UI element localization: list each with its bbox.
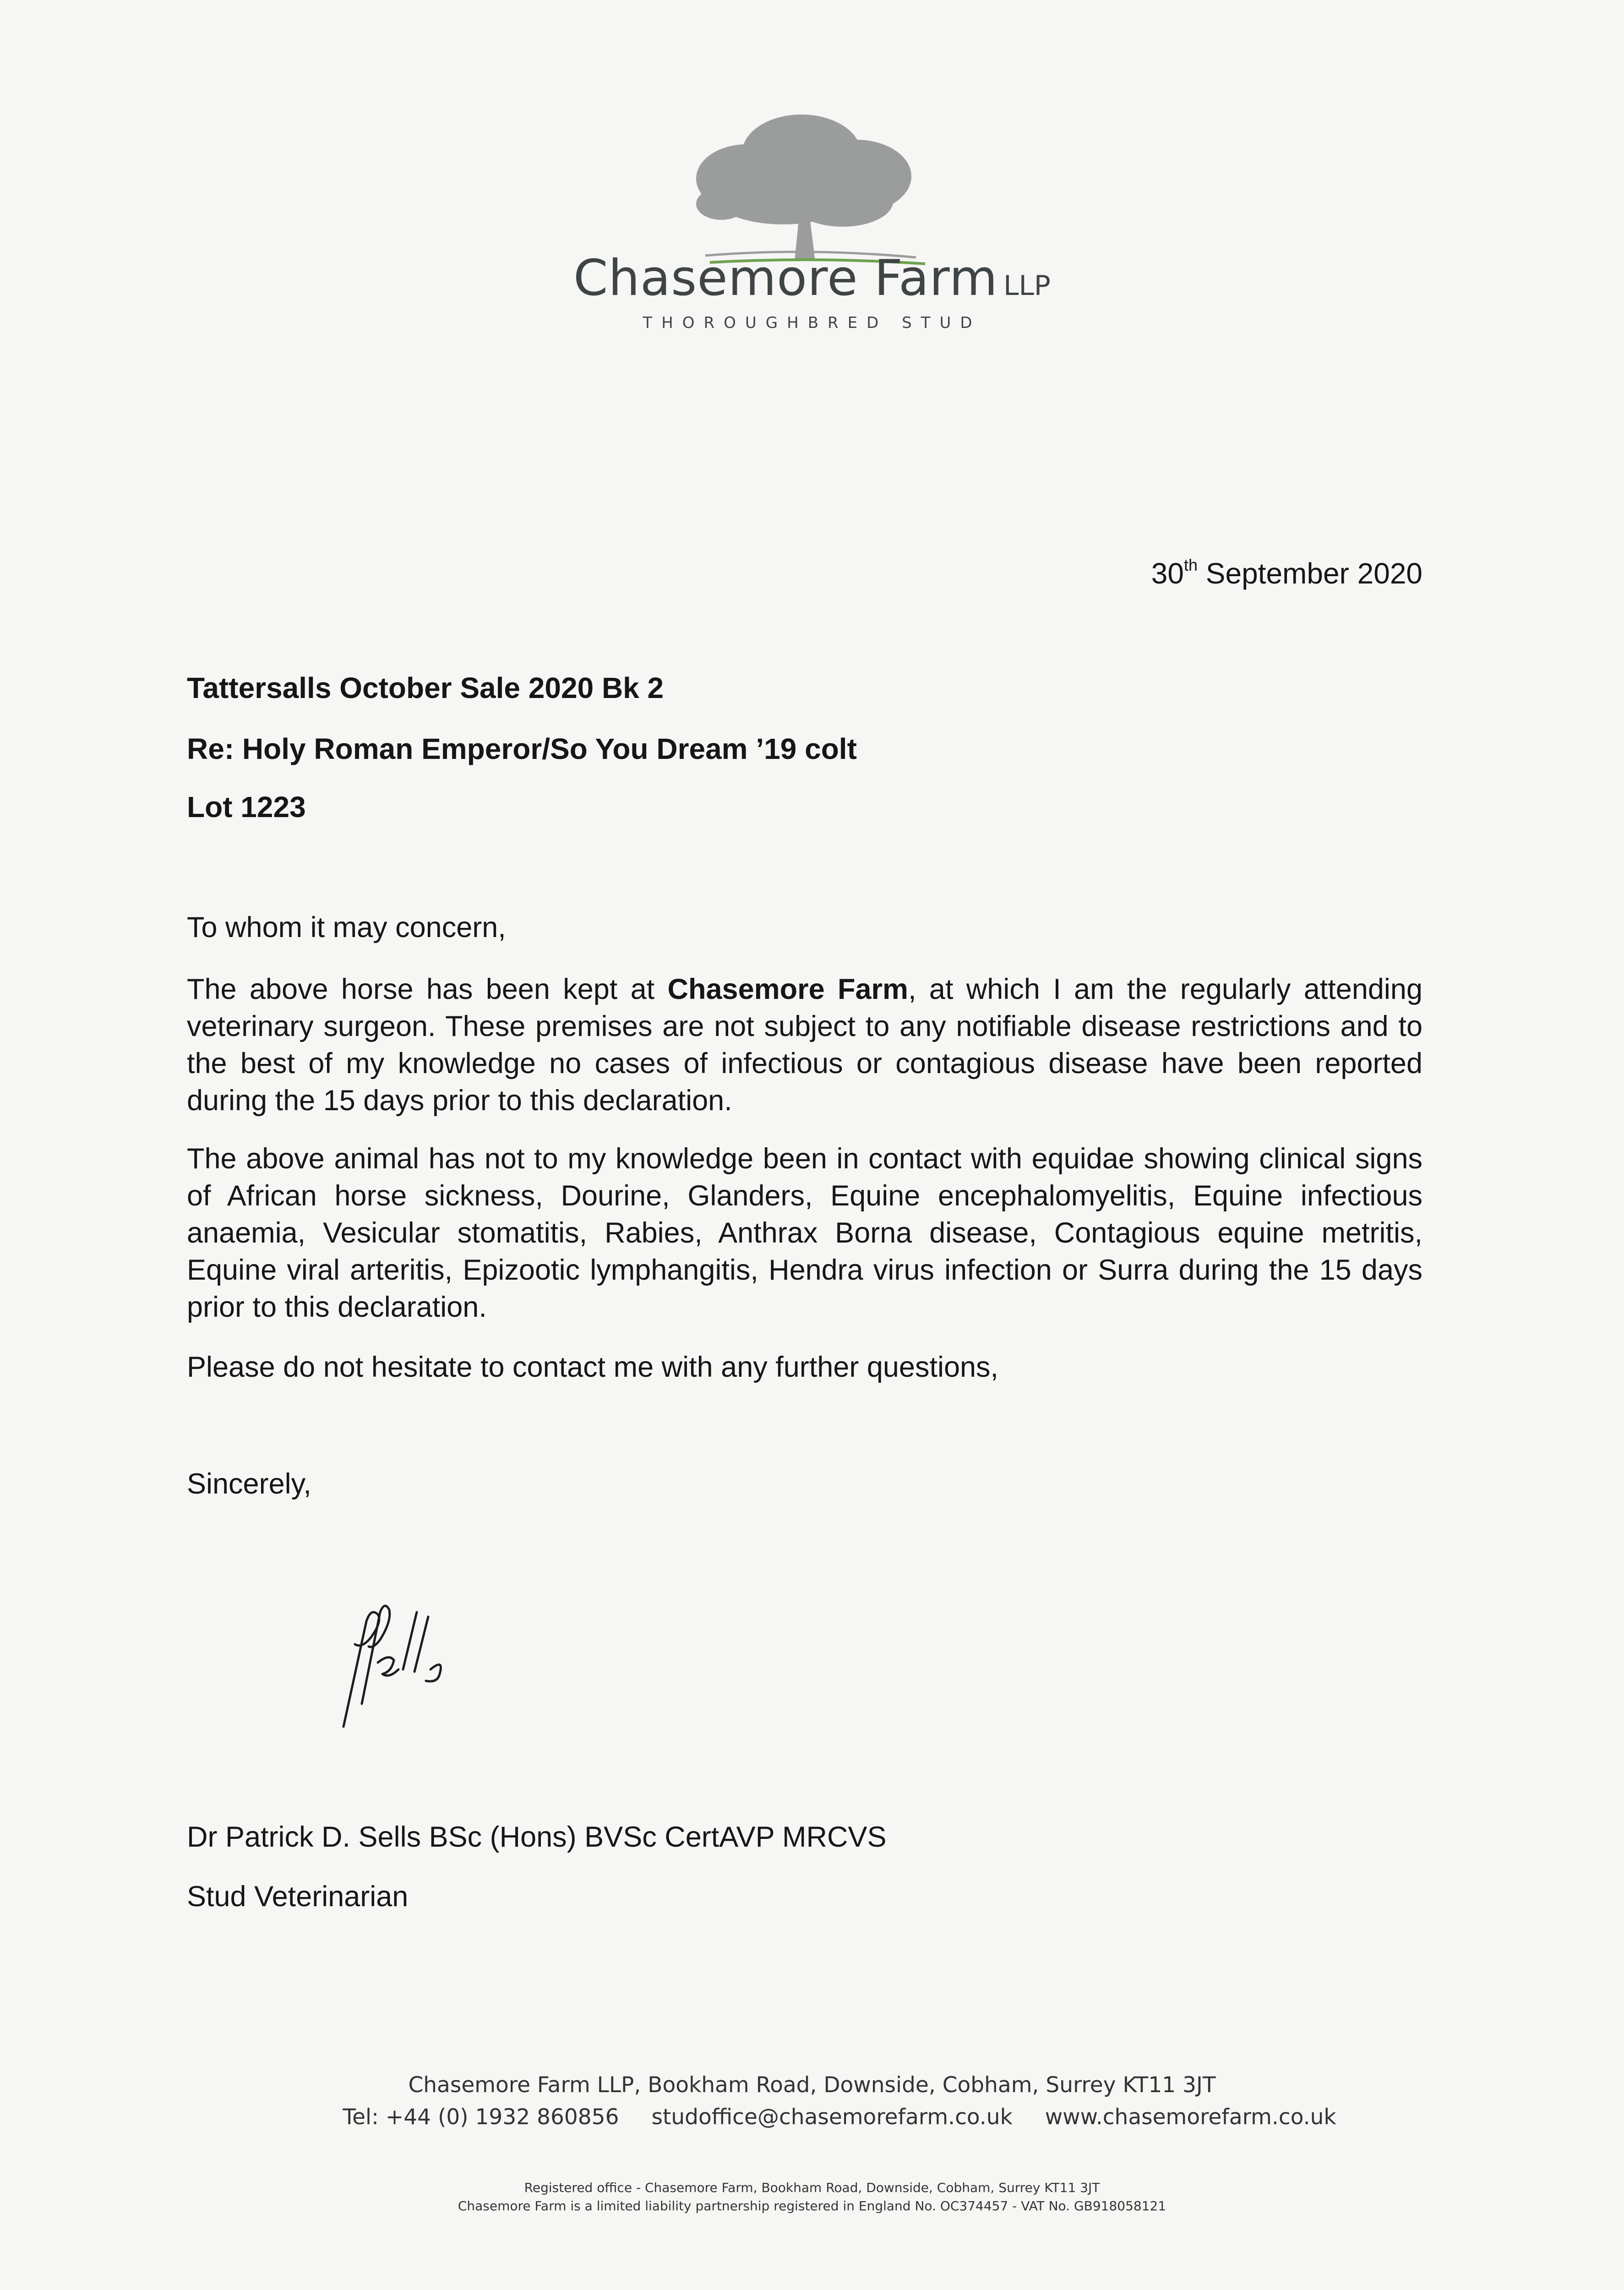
letter-date bbox=[1151, 556, 1422, 590]
greeting: To whom it may concern, bbox=[187, 911, 506, 943]
footer-tel: Tel: +44 (0) 1932 860856 bbox=[343, 2105, 619, 2130]
footer-contact bbox=[0, 2105, 1624, 2130]
footer-address: Chasemore Farm LLP, Bookham Road, Downside, Cobham, Surrey KT11 3JT bbox=[408, 2072, 1216, 2098]
paragraph-1 bbox=[187, 971, 1422, 1119]
signer-title: Stud Veterinarian bbox=[187, 1881, 409, 1913]
footer-website: www.chasemorefarm.co.uk bbox=[1045, 2105, 1336, 2130]
paragraph-2: The above animal has not to my knowledge been in contact with equidae showing clinical signs of African horse sickness, Dourine, Glanders, Equine encephalomyelitis, Equine infectious anaemia, Vesicular stomatitis, Rabies, Anthrax Borna disease, Contagious equine metritis, Equine viral arteritis, Epizootic lymphangitis, Hendra virus infection or Surra during the 15 days prior to this declaration. bbox=[187, 1143, 1422, 1323]
oak-tree-logo-icon bbox=[678, 110, 934, 266]
p1-before: The above horse has been kept at bbox=[187, 973, 668, 1005]
closing-line: Please do not hesitate to contact me with any further questions, bbox=[187, 1351, 999, 1383]
heading-sale: Tattersalls October Sale 2020 Bk 2 bbox=[187, 671, 664, 704]
sign-off: Sincerely, bbox=[187, 1468, 311, 1500]
signer-name: Dr Patrick D. Sells BSc (Hons) BVSc CertAVP MRCVS bbox=[187, 1821, 887, 1853]
date-rest: September 2020 bbox=[1198, 557, 1422, 590]
date-suffix: th bbox=[1183, 556, 1198, 574]
brand-name: Chasemore Farm bbox=[573, 250, 998, 307]
p1-after: , at which I am the regularly attending veterinary surgeon. These premises are not subject to any notifiable disease restrictions and to the best of my knowledge no cases of infectious or contagious disease have been reported during the 15 days prior to this declaration. bbox=[187, 973, 1422, 1117]
footer-registered-office: Registered office - Chasemore Farm, Bookham Road, Downside, Cobham, Surrey KT11 3JT bbox=[524, 2180, 1100, 2195]
handwritten-signature bbox=[334, 1594, 453, 1731]
date-day: 30 bbox=[1151, 557, 1184, 590]
brand-wordmark bbox=[0, 250, 1624, 307]
brand-suffix: LLP bbox=[1003, 270, 1051, 302]
footer-email: studoffice@chasemorefarm.co.uk bbox=[651, 2105, 1013, 2130]
brand-subtitle: THOROUGHBRED STUD bbox=[643, 314, 981, 332]
heading-re: Re: Holy Roman Emperor/So You Dream ’19 colt bbox=[187, 732, 857, 765]
p1-bold: Chasemore Farm bbox=[667, 973, 909, 1005]
heading-lot: Lot 1223 bbox=[187, 791, 306, 823]
footer-registration: Chasemore Farm is a limited liability partnership registered in England No. OC374457 - VAT No. GB918058121 bbox=[458, 2198, 1166, 2214]
